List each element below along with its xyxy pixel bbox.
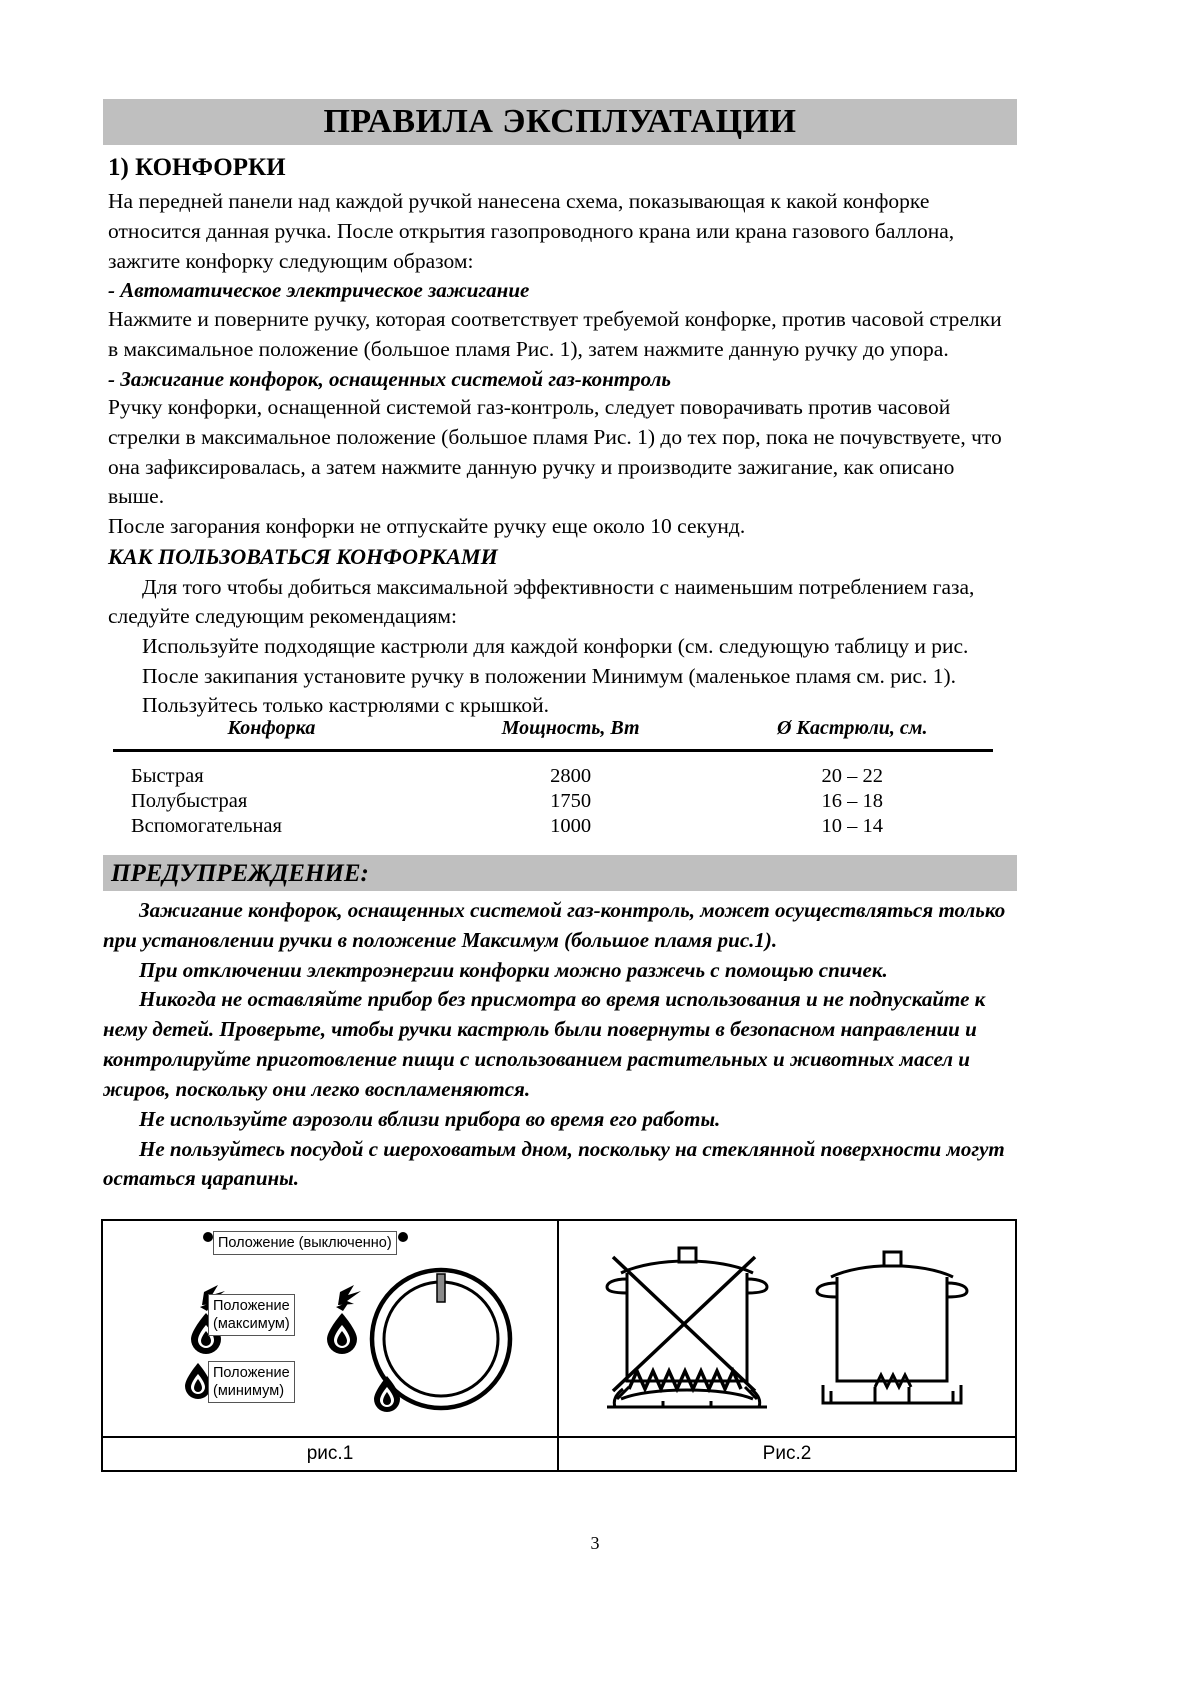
subheading-auto-ignition: - Автоматическое электрическое зажигание (108, 278, 530, 303)
off-position-dot-right (398, 1232, 408, 1242)
label-off-text: Положение (выключенно) (218, 1235, 392, 1251)
subheading-gas-control-ignition: - Зажигание конфорок, оснащенных системой газ-контроль (108, 366, 671, 391)
warning-banner-label: ПРЕДУПРЕЖДЕНИЕ: (111, 859, 369, 887)
figures-container (101, 1219, 1017, 1438)
page-title: ПРАВИЛА ЭКСПЛУАТАЦИИ (323, 103, 797, 140)
figure-1-knob-diagram (103, 1221, 559, 1436)
label-min-text-line1: Положение (213, 1365, 290, 1381)
heading-how-to-use: КАК ПОЛЬЗОВАТЬСЯ КОНФОРКАМИ (108, 543, 498, 569)
cell-burner-name: Быстрая (131, 765, 204, 787)
cell-burner-diameter: 10 – 14 (821, 815, 883, 837)
burner-left (607, 1389, 767, 1407)
cell-burner-power: 1000 (550, 815, 592, 837)
paragraph-usage-3: После закипания установите ручку в положении Минимум (маленькое пламя см. рис. 1). (142, 663, 957, 688)
paragraph-usage-4: Пользуйтесь только кастрюлями с крышкой. (142, 693, 549, 718)
table-header-burner: Конфорка (227, 717, 316, 739)
table-row (113, 751, 993, 790)
figure-1-caption: рис.1 (103, 1438, 559, 1470)
table-header-diameter: Ø Кастрюли, см. (776, 717, 928, 739)
burner-specification-table (113, 717, 993, 839)
warning-banner (103, 855, 1017, 891)
table-header-row (113, 717, 993, 751)
cell-burner-name: Полубыстрая (131, 790, 248, 812)
label-max-position (208, 1294, 295, 1336)
warning-paragraph-4: Не используйте аэрозоли вблизи прибора во время его работы. (139, 1106, 721, 1131)
paragraph-gas-control-ignition: Ручку конфорки, оснащенной системой газ-контроль, следует поворачивать против часовой стрелки в максимальное положение (большое пламя Рис. 1) до тех пор, пока не почувствуете, что она зафиксировалась, а затем нажмите данную ручку и производите зажигание, как описано выше. (108, 395, 1002, 509)
flame-icon-min-right (374, 1376, 400, 1412)
paragraph-usage-2: Используйте подходящие кастрюли для каждой конфорки (см. следующую таблицу и рис. (142, 633, 969, 658)
cell-burner-name: Вспомогательная (131, 815, 282, 837)
spark-icon-right (336, 1285, 361, 1311)
warning-paragraph-5: Не пользуйтесь посудой с шероховатым дном, поскольку на стеклянной поверхности могут остаться царапины. (103, 1136, 1005, 1191)
label-max-text-line2: (максимум) (213, 1316, 290, 1333)
label-min-position (208, 1361, 295, 1403)
table-row (113, 789, 993, 814)
label-off-position (213, 1231, 397, 1255)
cell-burner-diameter: 20 – 22 (821, 765, 883, 787)
cell-burner-power: 2800 (550, 765, 592, 787)
main-content (108, 152, 1013, 721)
warning-body (103, 896, 1008, 1194)
warning-paragraph-3: Никогда не оставляйте прибор без присмотра во время использования и не подпускайте к нему детей. Проверьте, чтобы ручки кастрюль были повернуты в безопасном направлении и контролируйте приготовление пищи с использованием растительных и животных масел и жиров, поскольку они легко воспламеняются. (103, 987, 986, 1101)
knob-pointer (437, 1274, 445, 1302)
cell-burner-diameter: 16 – 18 (821, 790, 883, 812)
warning-paragraph-1: Зажигание конфорок, оснащенных системой газ-контроль, может осуществляться только при установлении ручки в положение Максимум (большое пламя рис.1). (103, 898, 1006, 952)
warning-paragraph-2: При отключении электроэнергии конфорки можно разжечь с помощью спичек. (139, 957, 888, 982)
figure-captions-row (101, 1438, 1017, 1472)
page-title-banner (103, 99, 1017, 145)
paragraph-auto-ignition: Нажмите и поверните ручку, которая соответствует требуемой конфорке, против часовой стрелки в максимальное положение (большое пламя Рис. 1), затем нажмите данную ручку до упора. (108, 307, 1002, 361)
off-position-dot-left (203, 1232, 213, 1242)
pot-diagram-svg (559, 1221, 1015, 1436)
paragraph-intro: На передней панели над каждой ручкой нанесена схема, показывающая к какой конфорке относится данная ручка. После открытия газопроводного крана или крана газового баллона, зажгите конфорку следующим образом: (108, 189, 955, 273)
cell-burner-power: 1750 (550, 790, 592, 812)
table-header-power: Мощность, Вт (501, 717, 640, 739)
label-max-text-line1: Положение (213, 1298, 290, 1314)
page-number: 3 (590, 1533, 600, 1553)
figure-2-caption: Рис.2 (762, 1443, 812, 1464)
paragraph-usage-1: Для того чтобы добиться максимальной эффективности с наименьшим потреблением газа, следуйте следующим рекомендациям: (108, 574, 975, 629)
paragraph-hold-knob-note: После загорания конфорки не отпускайте ручку еще около 10 секунд. (108, 514, 746, 539)
flame-icon-max-right (327, 1313, 357, 1354)
figure-2-pot-size-diagram (559, 1221, 1015, 1436)
burner-right (823, 1385, 961, 1403)
table-row (113, 814, 993, 839)
section-heading-burners: 1) КОНФОРКИ (108, 154, 286, 181)
label-min-text-line2: (минимум) (213, 1383, 285, 1400)
pot-correct (817, 1252, 967, 1381)
